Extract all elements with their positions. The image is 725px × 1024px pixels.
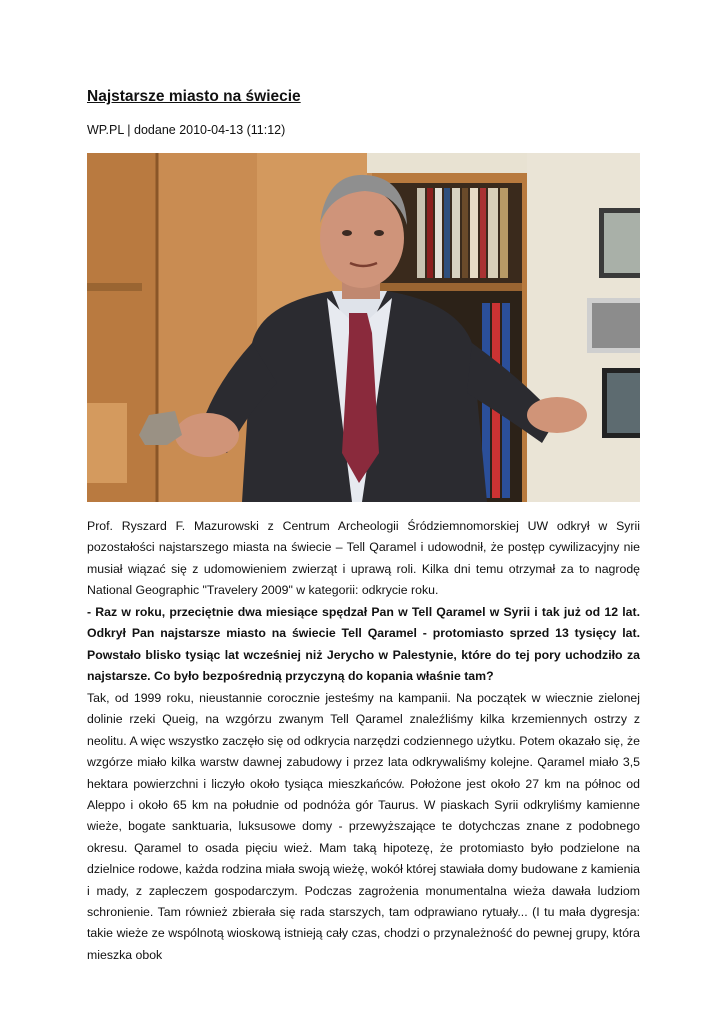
article-intro: Prof. Ryszard F. Mazurowski z Centrum Archeologii Śródziemnomorskiej UW odkrył w Syrii pozostałości najstarszego miasta na świecie – Tell Qaramel i udowodnił, że postęp cywilizacyjny nie musiał wiązać się z udomowieniem zwierząt i uprawą roli. Kilka dni temu otrzymał za to nagrodę National Geographic "Travelery 2009" w kategorii: odkrycie roku.: [87, 519, 640, 598]
right-hand: [527, 397, 587, 433]
interview-question: - Raz w roku, przeciętnie dwa miesiące spędzał Pan w Tell Qaramel w Syrii i tak już od 12 lat. Odkrył Pan najstarsze miasto na świecie Tell Qaramel - protomiasto sprzed 13 tysięcy lat. Powstało blisko tysiąc lat wcześniej niż Jerycho w Palestynie, które do tej pory uchodziło za najstarsze. Co było bezpośrednią przyczyną do kopania właśnie tam?: [87, 605, 640, 684]
portrait-photo-icon: [87, 153, 640, 502]
interview-answer: Tak, od 1999 roku, nieustannie corocznie jesteśmy na kampanii. Na początek w wiecznie zielonej dolinie rzeki Queig, na wzgórzu zwanym Tell Qaramel znaleźliśmy kilka krzemiennych ostrzy z neolitu. A więc wszystko zaczęło się od odkrycia narzędzi codziennego użytku. Potem okazało się, że wzgórze miało kilka warstw dawnej zabudowy i przez lata odkrywaliśmy kolejne. Qaramel miało 3,5 hektara powierzchni i liczyło około tysiąca mieszkańców. Położone jest około 27 km na północ od Aleppo i około 65 km na południe od podnóża gór Taurus. W piaskach Syrii odkryliśmy kamienne wieże, bogate sanktuaria, luksusowe domy - przewyższające te dotychczas znane z podobnego okresu. Qaramel to osada pięciu wież. Mam taką hipotezę, że protomiasto było podzielone na dzielnice rodowe, każda rodzina miała swoją wieżę, wokół której stawiała domy budowane z kamienia i mady, z zapleczem gospodarczym. Podczas zagrożenia monumentalna wieża dawała ludziom schronienie. Tam również zbierała się rada starszych, tam odprawiano rytuały... (I tu mała dygresja: takie wieże ze wspólnotą wioskową istnieją cały czas, chodzi o przynależność do pewnej grupy, która mieszka obok: [87, 691, 640, 962]
article-source-line: WP.PL | dodane 2010-04-13 (11:12): [87, 123, 286, 137]
left-hand: [175, 413, 239, 457]
article-title: Najstarsze miasto na świecie: [87, 88, 301, 105]
article-photo: [87, 153, 640, 502]
